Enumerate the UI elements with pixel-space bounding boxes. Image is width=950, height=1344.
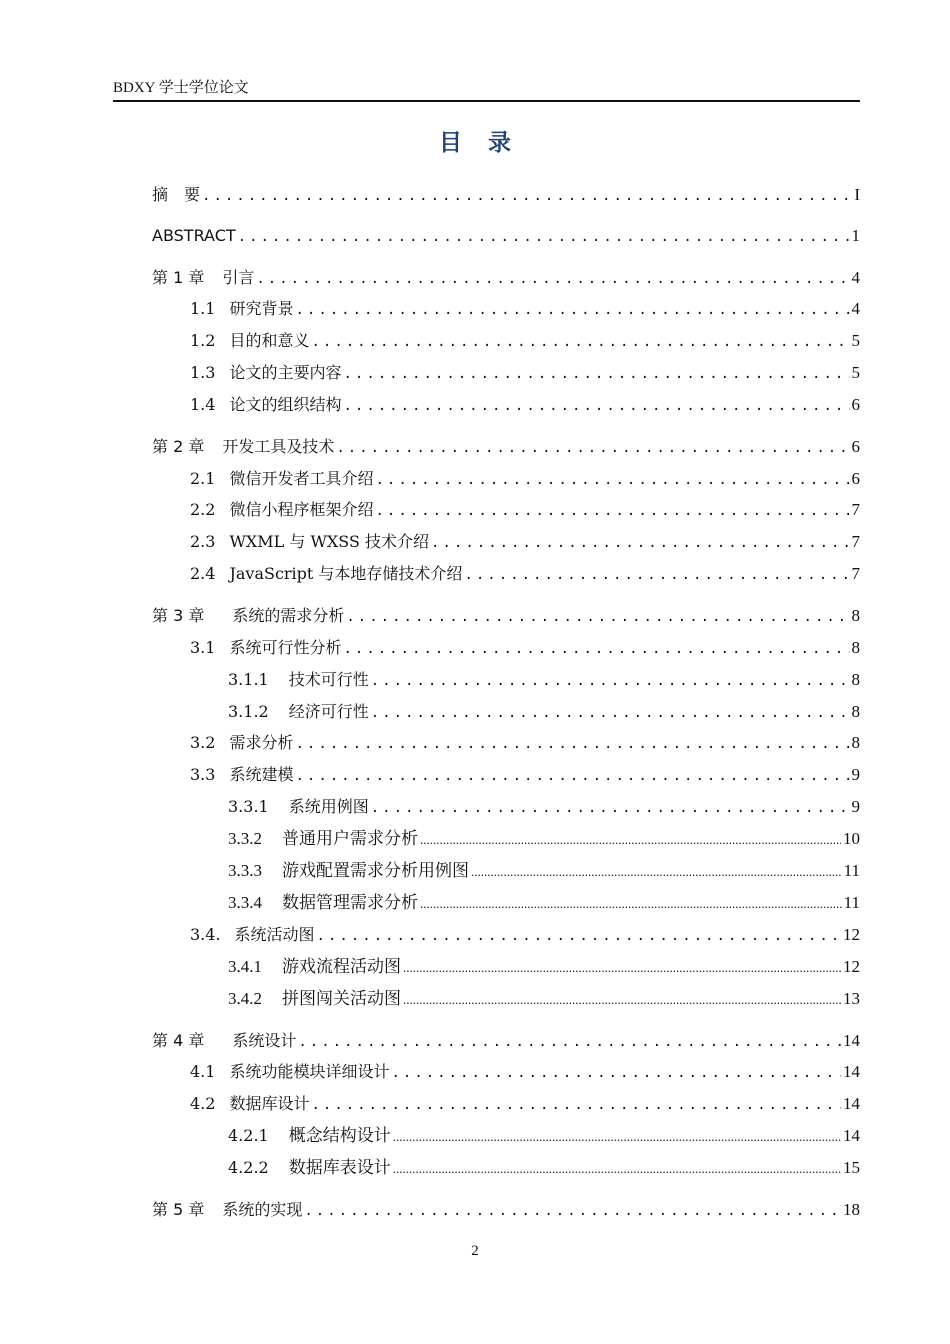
dot-leader — [343, 362, 849, 385]
toc-entry-number: 4.2.2 — [228, 1158, 269, 1177]
dot-leader — [311, 1093, 841, 1116]
toc-entry-label: 游戏配置需求分析用例图 — [282, 861, 469, 880]
toc-entry-page: 8 — [851, 733, 860, 752]
page-number: 2 — [471, 1243, 479, 1259]
toc-entry-3-3-3[interactable] — [228, 859, 860, 883]
toc-entry-number: 2.3 — [190, 532, 216, 551]
toc-entry-label: 论文的主要内容 — [229, 363, 342, 382]
toc-entry-page: 1 — [851, 226, 860, 245]
toc-entry-4-2-1[interactable] — [228, 1124, 860, 1148]
dot-leader — [375, 468, 849, 491]
toc-entry-number: 4.2 — [190, 1094, 216, 1113]
toc-entry-number: 3.3.3 — [228, 861, 262, 880]
dot-leader — [202, 184, 852, 207]
toc-entry-label: 系统功能模块详细设计 — [229, 1062, 390, 1081]
toc-entry-page: 12 — [843, 925, 860, 944]
toc-entry-number: 第 4 章 — [152, 1031, 205, 1050]
toc-entry-2-1[interactable] — [190, 467, 860, 491]
toc-entry-number: 3.1 — [190, 638, 216, 657]
toc-entry-page: 8 — [851, 606, 860, 625]
toc-entry-3-3-1[interactable] — [228, 795, 860, 819]
toc-entry-2-3[interactable] — [190, 530, 860, 554]
dot-leader — [375, 499, 849, 522]
toc-entry-page: 4 — [851, 299, 860, 318]
toc-entry-label: 普通用户需求分析 — [282, 829, 418, 848]
dot-leader — [393, 1125, 841, 1148]
dot-leader — [295, 298, 849, 321]
dot-leader — [403, 956, 841, 979]
toc-entry-page: 6 — [851, 469, 860, 488]
toc-entry-label: ABSTRACT — [152, 226, 236, 245]
toc-entry-label: 微信开发者工具介绍 — [229, 469, 374, 488]
toc-entry-page: 14 — [843, 1062, 860, 1081]
dot-leader — [343, 637, 849, 660]
toc-entry-label: WXML 与 WXSS 技术介绍 — [229, 532, 430, 551]
toc-entry-3-3-4[interactable] — [228, 891, 860, 915]
toc-entry-label: 系统的实现 — [222, 1200, 303, 1219]
toc-entry-number: 1.2 — [190, 331, 216, 350]
dot-leader — [311, 330, 849, 353]
toc-entry-2-4[interactable] — [190, 562, 860, 586]
toc-entry-label: 微信小程序框架介绍 — [229, 500, 374, 519]
toc-title: 目录 — [439, 130, 537, 156]
toc-entry-page: 10 — [843, 829, 860, 848]
toc-entry-label: 论文的组织结构 — [229, 395, 342, 414]
toc-entry-label: 系统用例图 — [288, 797, 369, 816]
toc-entry-3-3[interactable] — [190, 763, 860, 787]
toc-entry-label: 系统设计 — [232, 1031, 297, 1050]
toc-entry-page: 5 — [851, 331, 860, 350]
toc-entry-3-1[interactable] — [190, 636, 860, 660]
toc-entry-number: 3.1.1 — [228, 670, 269, 689]
toc-entry-label: 数据库设计 — [229, 1094, 310, 1113]
toc-entry-number: 2.1 — [190, 469, 216, 488]
toc-entry-number: 3.4. — [190, 925, 221, 944]
dot-leader — [295, 732, 849, 755]
toc-entry-1-3[interactable] — [190, 361, 860, 385]
toc-entry-number: 第 3 章 — [152, 606, 205, 625]
toc-entry-label: 需求分析 — [229, 733, 294, 752]
dot-leader — [295, 764, 849, 787]
toc-entry-page: 14 — [843, 1126, 860, 1145]
dot-leader — [403, 988, 841, 1011]
toc-entry-page: 9 — [851, 797, 860, 816]
toc-entry-3-2[interactable] — [190, 731, 860, 755]
dot-leader — [346, 605, 849, 628]
toc-entry-page: 7 — [851, 564, 860, 583]
toc-entry-page: 8 — [851, 638, 860, 657]
dot-leader — [298, 1030, 841, 1053]
toc-entry-label: 技术可行性 — [288, 670, 369, 689]
toc-entry-1-4[interactable] — [190, 393, 860, 417]
toc-entry-3-1-2[interactable] — [228, 700, 860, 724]
toc-entry-1-2[interactable] — [190, 329, 860, 353]
toc-entry-number: 3.3.4 — [228, 893, 262, 912]
toc-entry-page: 14 — [843, 1094, 860, 1113]
toc-entry-number: 3.4.1 — [228, 957, 262, 976]
toc-entry-label: 研究背景 — [229, 299, 294, 318]
dot-leader — [464, 563, 849, 586]
toc-entry-label: 引言 — [222, 268, 255, 287]
dot-leader — [256, 267, 849, 290]
toc-entry-label: 开发工具及技术 — [222, 437, 335, 456]
toc-entry-number: 第 2 章 — [152, 437, 205, 456]
toc-entry-1-1[interactable] — [190, 297, 860, 321]
toc-entry-page: 4 — [851, 268, 860, 287]
dot-leader — [391, 1061, 841, 1084]
toc-entry-page: 6 — [851, 395, 860, 414]
toc-entry-page: 7 — [851, 532, 860, 551]
dot-leader — [393, 1157, 841, 1180]
toc-entry-abstract-en[interactable] — [152, 224, 860, 248]
toc-entry-abstract-cn[interactable] — [152, 183, 860, 207]
toc-entry-3-4-1[interactable] — [228, 955, 860, 979]
toc-entry-page: 6 — [851, 437, 860, 456]
toc-entry-label: 摘 要 — [152, 185, 201, 204]
toc-entry-4-2[interactable] — [190, 1092, 860, 1116]
toc-entry-number: 4.1 — [190, 1062, 216, 1081]
toc-entry-label: 概念结构设计 — [288, 1126, 391, 1145]
toc-entry-number: 1.4 — [190, 395, 216, 414]
toc-entry-number: 3.2 — [190, 733, 216, 752]
dot-leader — [336, 436, 849, 459]
toc-entry-number: 3.3.2 — [228, 829, 262, 848]
toc-entry-number: 3.3 — [190, 765, 216, 784]
toc-entry-page: 12 — [843, 957, 860, 976]
toc-entry-4-2-2[interactable] — [228, 1156, 860, 1180]
toc-entry-page: 18 — [843, 1200, 860, 1219]
toc-entry-number: 3.3.1 — [228, 797, 269, 816]
toc-entry-label: 系统建模 — [229, 765, 294, 784]
toc-entry-label: JavaScript 与本地存储技术介绍 — [229, 564, 463, 583]
toc-entry-label: 数据库表设计 — [288, 1158, 391, 1177]
dot-leader — [420, 828, 841, 851]
toc-entry-2-2[interactable] — [190, 498, 860, 522]
dot-leader — [420, 892, 842, 915]
toc-entry-label: 系统可行性分析 — [229, 638, 342, 657]
toc-entry-page: 9 — [851, 765, 860, 784]
toc-entry-page: 14 — [843, 1031, 860, 1050]
toc-entry-number: 2.2 — [190, 500, 216, 519]
toc-entry-label: 目的和意义 — [229, 331, 310, 350]
toc-entry-chapter-3[interactable] — [152, 604, 860, 628]
toc-entry-label: 游戏流程活动图 — [282, 957, 401, 976]
toc-entry-page: 8 — [851, 670, 860, 689]
dot-leader — [238, 225, 850, 248]
toc-entry-page: I — [854, 185, 860, 204]
toc-entry-label: 经济可行性 — [288, 702, 369, 721]
toc-entry-number: 3.1.2 — [228, 702, 269, 721]
toc-entry-3-4[interactable] — [190, 923, 860, 947]
toc-entry-page: 11 — [843, 861, 860, 880]
dot-leader — [371, 701, 850, 724]
dot-leader — [317, 924, 841, 947]
toc-entry-chapter-2[interactable] — [152, 435, 860, 459]
dot-leader — [471, 860, 842, 883]
toc-entry-page: 15 — [843, 1158, 860, 1177]
toc-entry-page: 7 — [851, 500, 860, 519]
toc-entry-number: 4.2.1 — [228, 1126, 269, 1145]
toc-entry-number: 3.4.2 — [228, 989, 262, 1008]
toc-entry-3-4-2[interactable] — [228, 987, 860, 1011]
toc-entry-page: 8 — [851, 702, 860, 721]
toc-entry-chapter-1[interactable] — [152, 266, 860, 290]
toc-entry-chapter-5[interactable] — [152, 1198, 860, 1222]
toc-entry-label: 系统的需求分析 — [232, 606, 345, 625]
toc-entry-label: 拼图闯关活动图 — [282, 989, 401, 1008]
toc-entry-3-3-2[interactable] — [228, 827, 860, 851]
toc-entry-number: 1.3 — [190, 363, 216, 382]
dot-leader — [371, 669, 850, 692]
dot-leader — [431, 531, 849, 554]
toc-entry-number: 2.4 — [190, 564, 216, 583]
toc-entry-4-1[interactable] — [190, 1060, 860, 1084]
toc-entry-page: 5 — [851, 363, 860, 382]
running-header: BDXY 学士学位论文 — [113, 80, 249, 96]
toc-entry-number: 1.1 — [190, 299, 216, 318]
dot-leader — [371, 796, 850, 819]
toc-entry-3-1-1[interactable] — [228, 668, 860, 692]
toc-entry-number: 第 5 章 — [152, 1200, 205, 1219]
dot-leader — [304, 1199, 841, 1222]
toc-entry-label: 系统活动图 — [234, 925, 315, 944]
toc-entry-chapter-4[interactable] — [152, 1029, 860, 1053]
toc-entry-page: 13 — [843, 989, 860, 1008]
dot-leader — [343, 394, 849, 417]
toc-entry-page: 11 — [843, 893, 860, 912]
toc-entry-number: 第 1 章 — [152, 268, 205, 287]
toc-entry-label: 数据管理需求分析 — [282, 893, 418, 912]
